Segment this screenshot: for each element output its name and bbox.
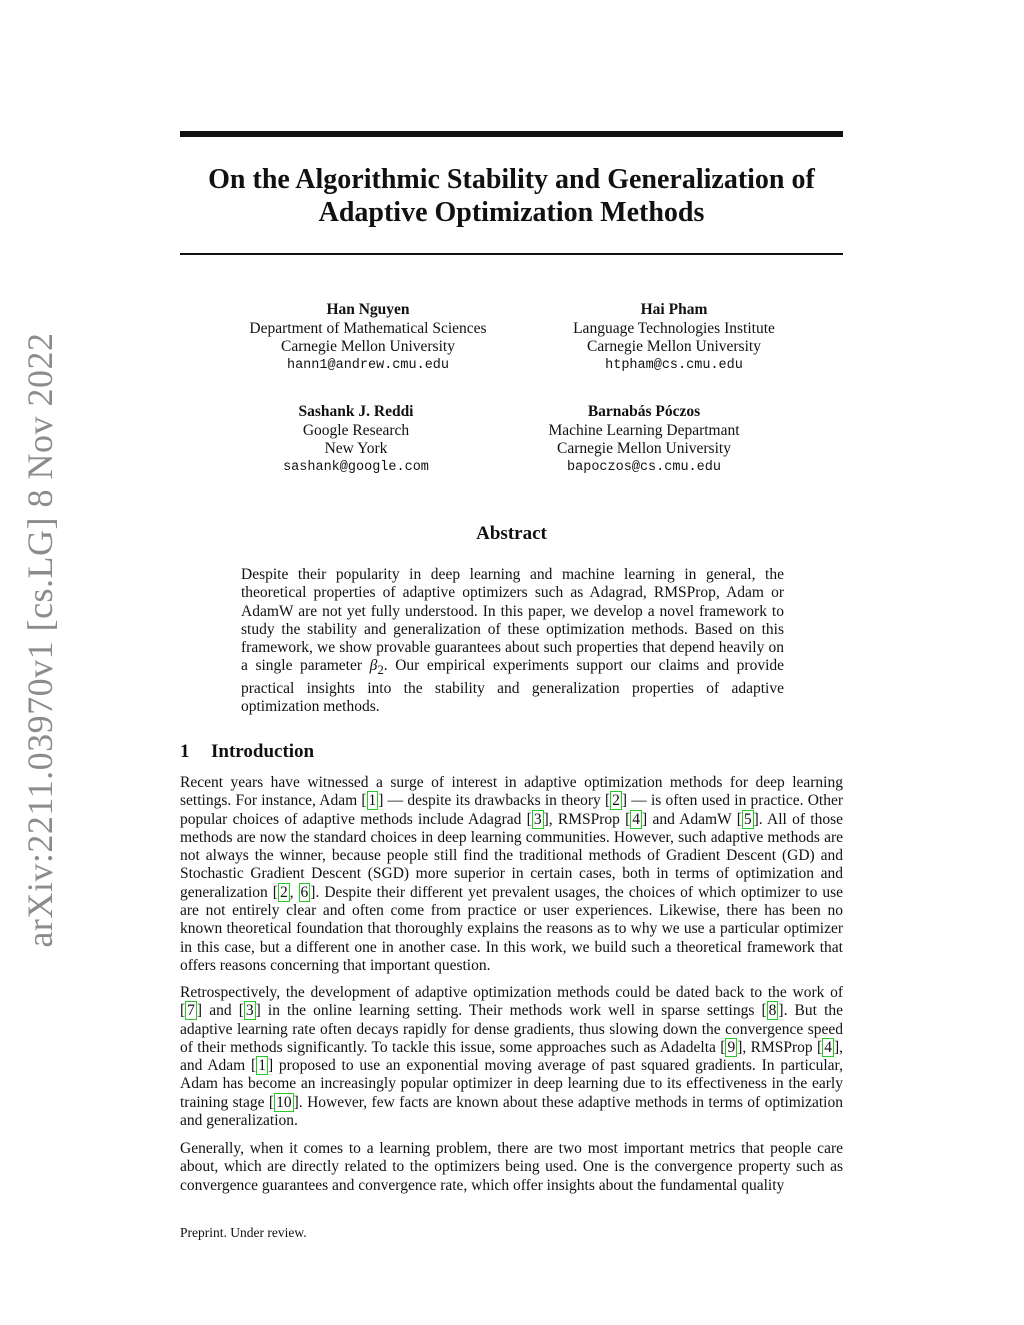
paper-title (180, 163, 843, 229)
author-affiliation: New York (324, 440, 388, 457)
paragraph-text: ] and AdamW [ (642, 810, 742, 828)
author-name: Hai Pham (640, 301, 708, 318)
author-affiliation: Google Research (302, 421, 410, 439)
intro-paragraph-1 (180, 774, 843, 975)
citation-link[interactable]: 2 (279, 883, 288, 901)
paragraph-text: ], RMSProp [ (737, 1038, 823, 1056)
section-number: 1 (180, 741, 190, 762)
section-title: Introduction (211, 741, 315, 762)
citation-link[interactable]: 1 (368, 792, 377, 810)
title-line-1: On the Algorithmic Stability and Generalization of (208, 164, 815, 195)
paragraph-text: ] — despite its drawbacks in theory [ (378, 792, 611, 810)
citation-link[interactable]: 7 (187, 1002, 195, 1020)
paragraph-text: ]. Despite their different yet prevalent usages, the choices of which optimizer to use are not entirely clear and often come from practice or user experiences. Likewise, there has been no known theoretical foundation that thoroughly explains the reasons as to why we use a particular optimizer in this case, but a different one in another case. In this work, we build such a theoretical framework that offers reasons concerning that important question. (180, 883, 844, 974)
author-name: Barnabás Póczos (587, 403, 701, 420)
author-email[interactable]: htpham@cs.cmu.edu (605, 357, 743, 373)
citation-link[interactable]: 9 (727, 1038, 736, 1056)
paragraph-text: , (289, 883, 299, 901)
abstract-text-part: Despite their popularity in deep learning and machine learning in general, the theoretical properties of adaptive optimizers such as Adagrad, RMSProp, Adam or AdamW are not yet fully understood. In this paper, we develop a novel framework to study the stability and generalization of these optimization methods. Based on this framework, we show provable guarantees about such properties that depend heavily on a single parameter (241, 566, 784, 675)
section-heading-introduction (180, 740, 843, 764)
paragraph-text: ]. But the adaptive learning rate often decays rapidly for dense gradients, thus slowing down the convergence speed of their methods significantly. To tackle this issue, some approaches such as Adadelta [ (180, 1002, 844, 1056)
author-affiliation: Department of Mathematical Sciences (249, 319, 487, 337)
paragraph-text: Recent years have witnessed a surge of interest in adaptive optimization methods for deep learning settings. For instance, Adam [ (180, 774, 843, 810)
paragraph-text: ] and [ (196, 1002, 244, 1020)
beta-subscript: 2 (377, 662, 384, 678)
arxiv-stamp: arXiv:2211.03970v1 [cs.LG] 8 Nov 2022 (20, 332, 60, 948)
title-rule-top (180, 131, 843, 137)
paragraph-text: Retrospectively, the development of adaptive optimization methods could be dated back to the work of [ (180, 984, 843, 1020)
author-block-1 (218, 301, 518, 375)
paragraph-text: ] — is often used in practice. Other popular choices of adaptive methods include Adagrad [ (180, 792, 843, 828)
paragraph-text: ], RMSProp [ (543, 810, 631, 828)
paragraph-text: ] proposed to use an exponential moving average of past squared gradients. In particular, Adam has become an increasingly popular optimizer in deep learning due to its effectiveness in the early training stage [ (180, 1057, 843, 1111)
citation-link[interactable]: 3 (245, 1002, 254, 1020)
citation-link[interactable]: 4 (632, 810, 641, 828)
author-name: Han Nguyen (326, 301, 410, 318)
author-affiliation: Carnegie Mellon University (587, 338, 761, 355)
author-email[interactable]: hann1@andrew.cmu.edu (286, 357, 450, 373)
author-email[interactable]: bapoczos@cs.cmu.edu (567, 459, 721, 475)
author-block-3 (206, 403, 506, 477)
abstract-text (241, 566, 784, 716)
author-block-4 (494, 403, 794, 477)
paragraph-text: ] in the online learning setting. Their methods work well in sparse settings [ (255, 1002, 767, 1020)
citation-link[interactable]: 8 (768, 1002, 777, 1020)
preprint-footer: Preprint. Under review. (180, 1225, 307, 1240)
title-line-2: Adaptive Optimization Methods (318, 197, 705, 228)
author-affiliation: Carnegie Mellon University (281, 338, 455, 355)
paragraph-text: ]. However, few facts are known about these adaptive methods in terms of optimization and generalization. (180, 1093, 843, 1130)
paragraph-text: ]. All of those methods are now the standard choices in deep learning communities. However, such adaptive methods are not always the winner, because people still find the traditional methods of Gradient Descent (GD) and Stochastic Gradient Descent (SGD) more superior in certain cases, both in terms of optimization and generalization [ (180, 810, 843, 901)
author-name: Sashank J. Reddi (298, 403, 414, 420)
citation-link[interactable]: 10 (276, 1093, 292, 1111)
author-affiliation: Machine Learning Departmant (548, 421, 740, 439)
citation-link[interactable]: 4 (824, 1038, 832, 1056)
intro-paragraph-3: Generally, when it comes to a learning problem, there are two most important metrics that people care about, which are directly related to the optimizers being used. One is the convergence property such as convergence guarantees and convergence rate, which offer insights about the fundamental quality (180, 1140, 843, 1194)
paragraph-text: ], and Adam [ (180, 1038, 843, 1075)
citation-link[interactable]: 5 (743, 810, 752, 828)
author-affiliation: Carnegie Mellon University (557, 440, 731, 457)
citation-link[interactable]: 3 (533, 810, 542, 828)
author-email[interactable]: sashank@google.com (283, 459, 429, 475)
citation-link[interactable]: 2 (612, 792, 620, 810)
citation-link[interactable]: 1 (258, 1057, 266, 1075)
author-affiliation: Language Technologies Institute (573, 319, 775, 337)
citation-link[interactable]: 6 (300, 883, 309, 901)
beta-symbol: β (369, 657, 378, 675)
author-block-2 (524, 301, 824, 375)
abstract-text-part: . Our empirical experiments support our claims and provide practical insights into the stability and generalization properties of adaptive optimization methods. (241, 657, 785, 716)
title-rule-bottom (180, 253, 843, 255)
intro-paragraph-2 (180, 984, 843, 1130)
abstract-heading: Abstract (476, 523, 547, 544)
